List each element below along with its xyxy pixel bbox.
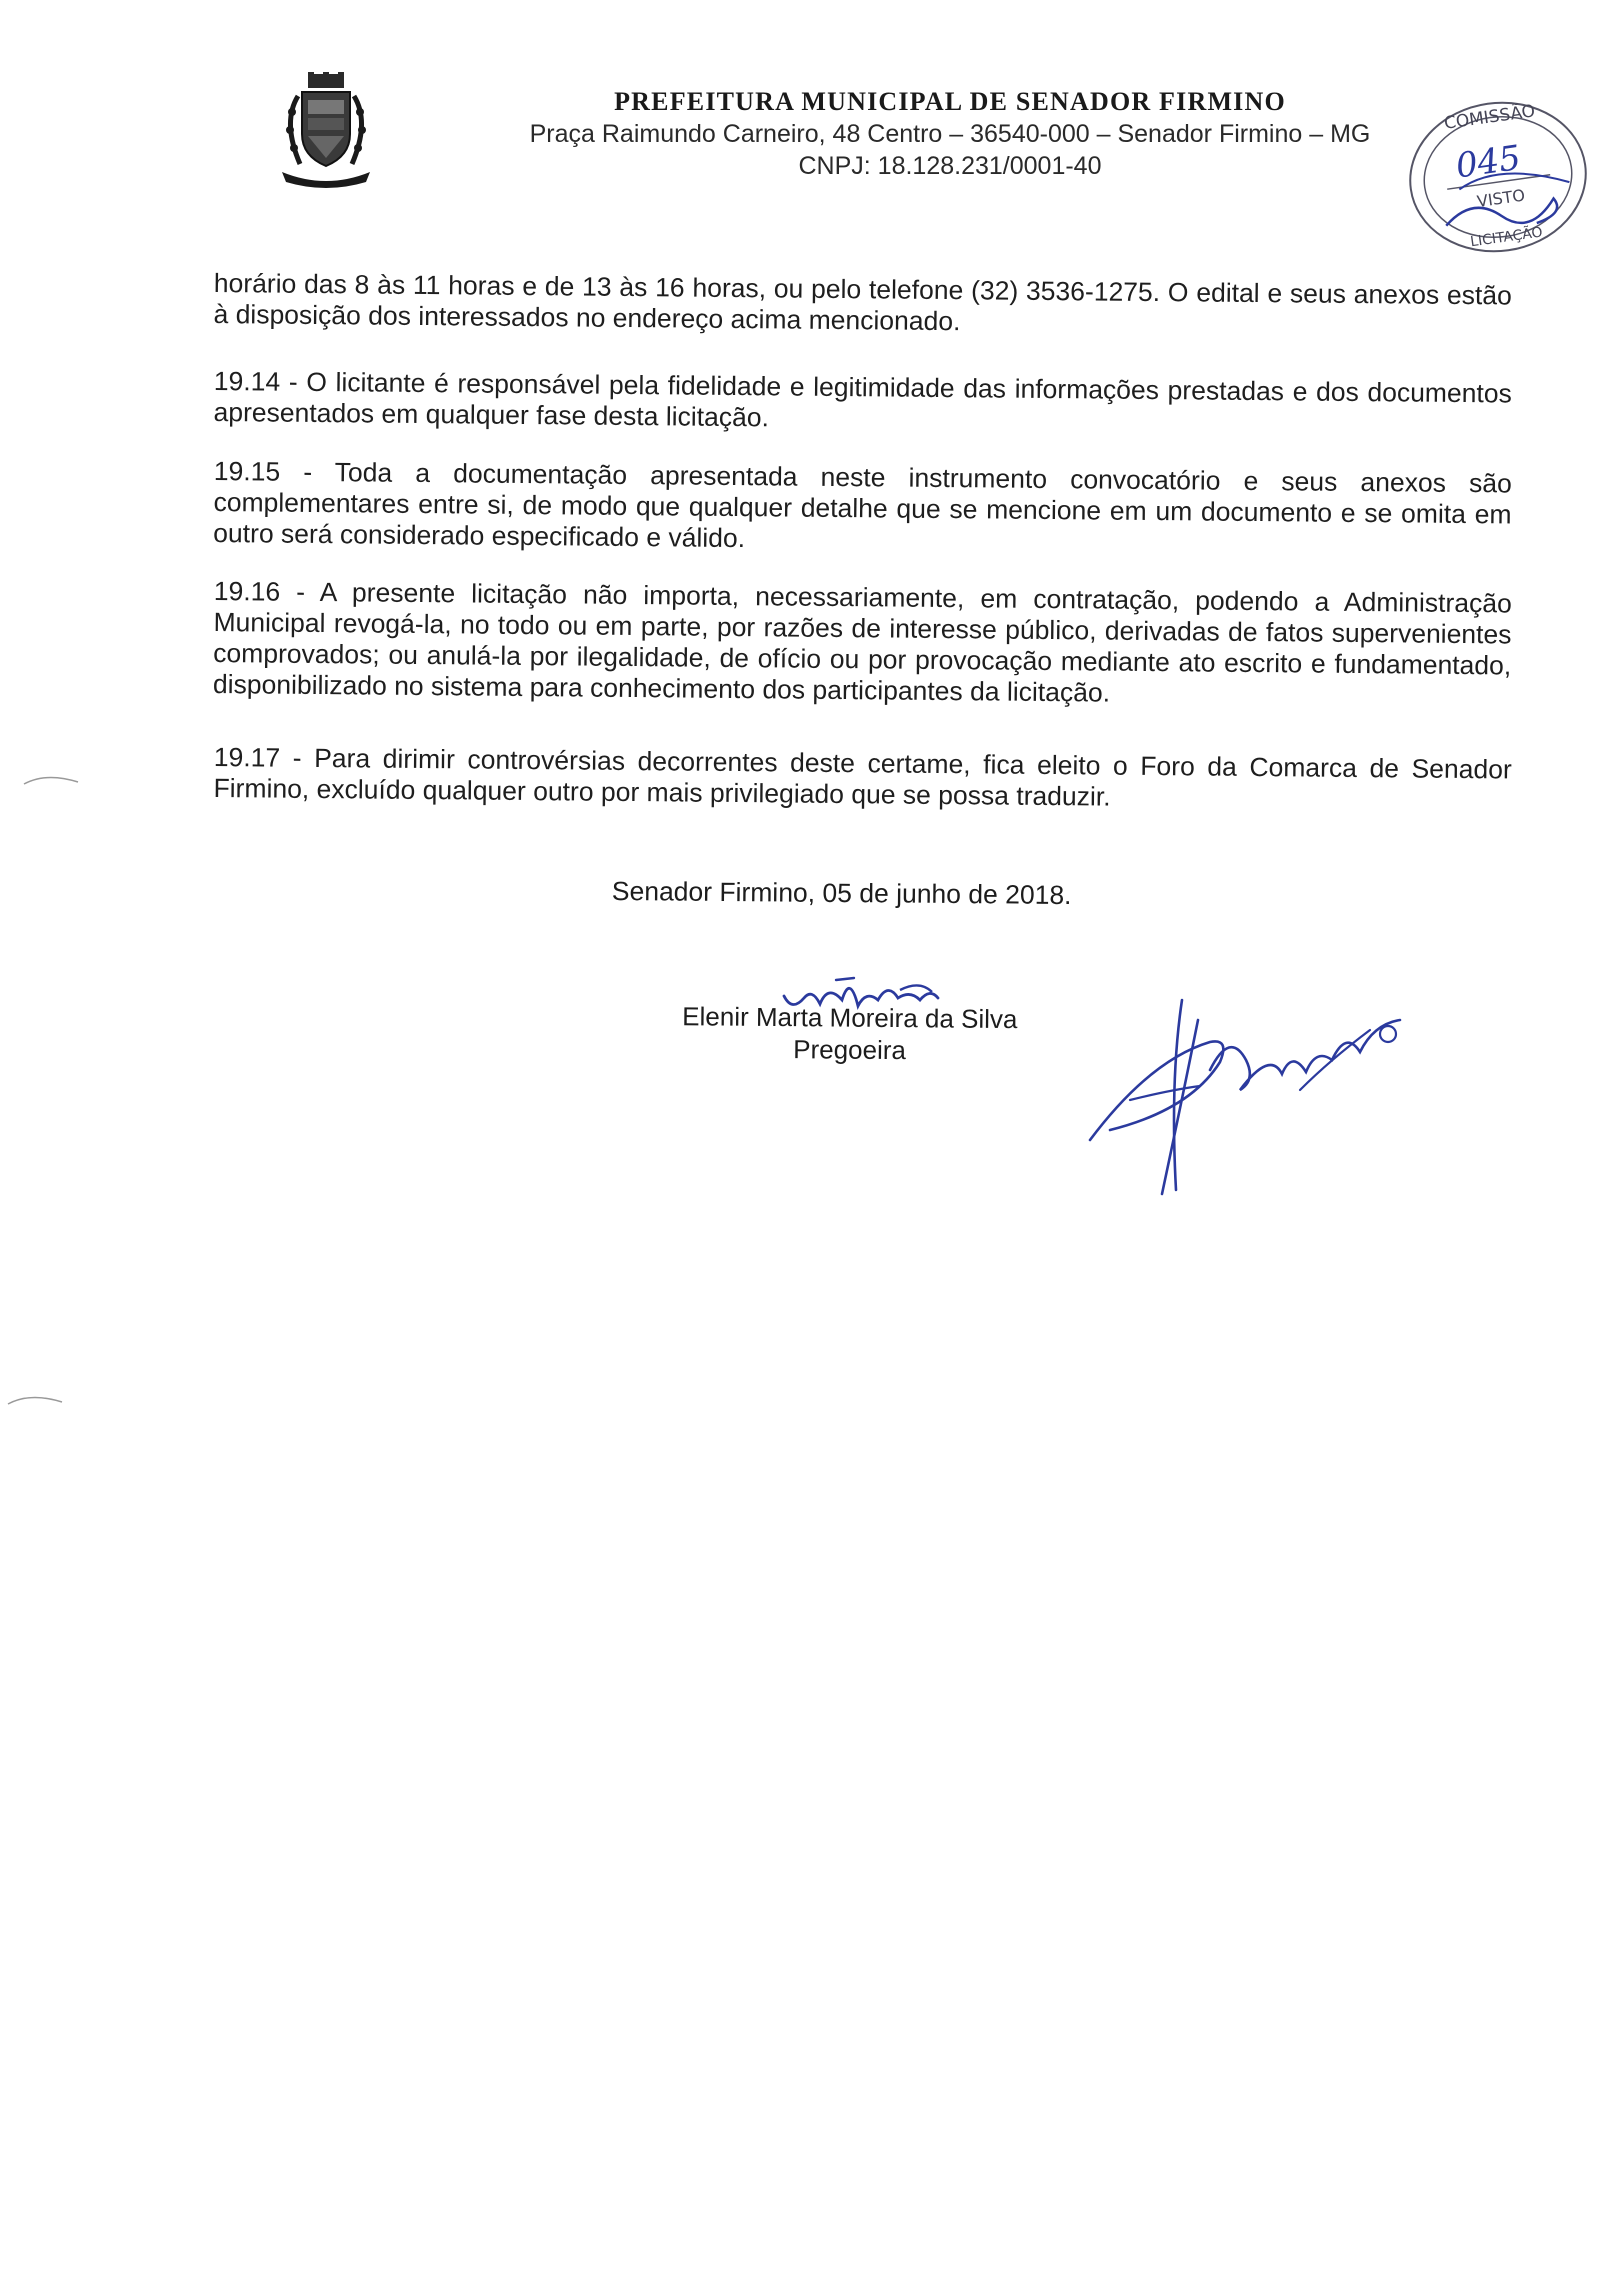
- signer-name: Elenir Marta Moreira da Silva: [682, 1001, 1018, 1035]
- stamp-visto-text: VISTO: [1475, 185, 1527, 212]
- stamp-top-text: COMISSÃO: [1442, 101, 1537, 134]
- letterhead-address: Praça Raimundo Carneiro, 48 Centro – 36540-000 – Senador Firmino – MG: [529, 120, 1371, 148]
- commission-stamp-icon: [1400, 92, 1596, 262]
- paragraph-continuation: horário das 8 às 11 horas e de 13 às 16 horas, ou pelo telefone (32) 3536-1275. O edital e seus anexos estão à disposição dos interessados no endereço acima mencionado.: [213, 268, 1512, 337]
- signature-authority-icon: [1070, 990, 1430, 1210]
- paragraph-19-15: 19.15 - Toda a documentação apresentada neste instrumento convocatório e seus anexos são complementares entre si, de modo que qualquer detalhe que se mencione em um documento e se omita em outro será considerado especificado e válido.: [213, 456, 1512, 554]
- municipal-crest-icon: [278, 72, 374, 188]
- date-line: Senador Firmino, 05 de junho de 2018.: [611, 876, 1072, 911]
- paragraph-19-17: 19.17 - Para dirimir controvérsias decorrentes deste certame, fica eleito o Foro da Comarca de Senador Firmino, excluído qualquer outro por mais privilegiado que se possa traduzir.: [213, 742, 1512, 812]
- letterhead: [470, 86, 1430, 182]
- letterhead-cnpj: CNPJ: 18.128.231/0001-40: [798, 152, 1102, 180]
- stamp-bottom-text: LICITAÇÃO: [1469, 224, 1544, 251]
- scan-artifact-icon: [6, 1390, 66, 1410]
- signer-role: Pregoeira: [793, 1034, 907, 1066]
- letterhead-title: PREFEITURA MUNICIPAL DE SENADOR FIRMINO: [614, 87, 1286, 116]
- scan-artifact-icon: [22, 770, 82, 790]
- paragraph-19-14: 19.14 - O licitante é responsável pela fidelidade e legitimidade das informações prestadas e dos documentos apresentados em qualquer fase desta licitação.: [213, 366, 1512, 433]
- stamp-page-number: 045: [1453, 137, 1524, 187]
- paragraph-19-16: 19.16 - A presente licitação não importa, necessariamente, em contratação, podendo a Administração Municipal revogá-la, no todo ou em parte, por razões de interesse público, derivadas de fatos supervenientes comprovados; ou anulá-la por ilegalidade, de ofício ou por provocação mediante ato escrito e fundamentado, disponibilizado no sistema para conhecimento dos participantes da licitação.: [212, 576, 1512, 708]
- signer-block: [659, 1000, 1040, 1067]
